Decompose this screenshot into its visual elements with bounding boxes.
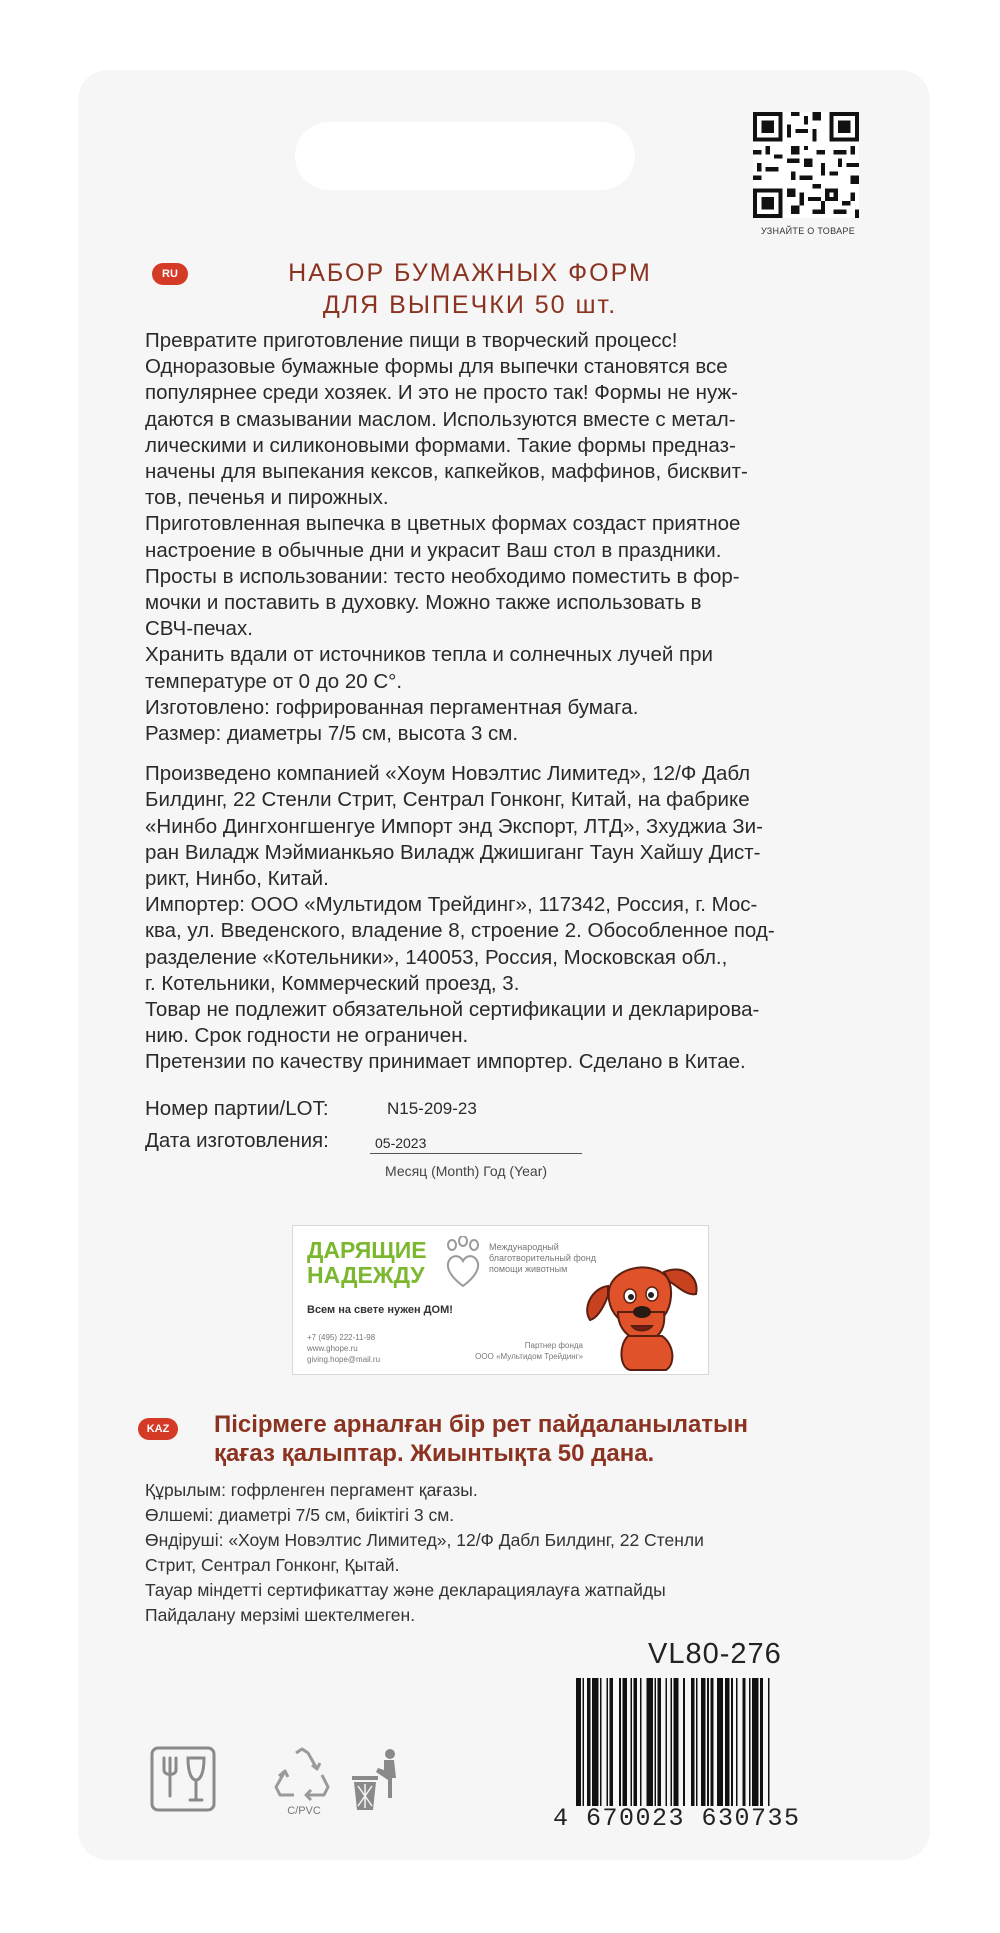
description-line: начены для выпекания кексов, капкейков, маффинов, бисквит- [145, 460, 748, 484]
description-line: даются в смазывании маслом. Используются вместе с метал- [145, 407, 736, 431]
description-line: Превратите приготовление пищи в творческий процесс! [145, 329, 678, 352]
food-safe-icon [150, 1746, 216, 1812]
paw-heart-icon [443, 1236, 483, 1290]
kaz-line: Пайдалану мерзімі шектелмеген. [145, 1605, 416, 1625]
description-line: Приготовленная выпечка в цветных формах создаст приятное [145, 512, 741, 536]
legal-line: г. Котельники, Коммерческий проезд, 3. [145, 971, 520, 995]
legal-line: «Нинбо Дингхонгшенгуе Импорт энд Экспорт, ЛТД», Зхуджиа Зи- [145, 814, 763, 838]
kaz-line: Өндіруші: «Хоум Новэлтис Лимитед», 12/Ф Дабл Билдинг, 22 Стенли [145, 1530, 704, 1550]
legal-line: разделение «Котельники», 140053, Россия, Московская обл., [145, 945, 728, 969]
description-line: Одноразовые бумажные формы для выпечки становятся все [145, 355, 728, 379]
charity-email: giving.hope@mail.ru [307, 1355, 381, 1364]
legal-line: Товар не подлежит обязательной сертификации и декларирова- [145, 998, 760, 1022]
charity-phone: +7 (495) 222-11-98 [307, 1333, 376, 1342]
legal-line: нию. Срок годности не ограничен. [145, 1024, 469, 1048]
legal-line: ква, ул. Введенского, владение 8, строение 2. Обособленное под- [145, 919, 775, 943]
charity-name-line: ДАРЯЩИЕ [307, 1237, 427, 1263]
ru-language-badge: RU [152, 263, 188, 285]
ru-description [145, 328, 905, 1076]
charity-name-line: НАДЕЖДУ [307, 1262, 425, 1288]
qr-caption: УЗНАЙТЕ О ТОВАРЕ [760, 226, 856, 236]
charity-partner-line: Партнер фонда [524, 1341, 583, 1350]
title-line: НАБОР БУМАЖНЫХ ФОРМ [288, 259, 652, 287]
lot-label: Номер партии/LOT: [145, 1097, 329, 1120]
qr-code[interactable] [753, 112, 859, 218]
date-caption: Месяц (Month) Год (Year) [385, 1163, 548, 1179]
legal-line: Билдинг, 22 Стенли Стрит, Сентрал Гонконг, Китай, на фабрике [145, 788, 750, 812]
charity-partner [453, 1340, 583, 1362]
description-line: настроение в обычные дни и украсит Ваш стол в праздники. [145, 538, 722, 562]
description-line: мочки и поставить в духовку. Можно также использовать в [145, 591, 702, 615]
legal-line: Претензии по качеству принимает импортер. Сделано в Китае. [145, 1050, 746, 1074]
legal-line: Импортер: ООО «Мультидом Трейдинг», 117342, Россия, г. Мос- [145, 893, 758, 917]
description-line: Просты в использовании: тесто необходимо поместить в фор- [145, 564, 740, 588]
kaz-description [145, 1478, 845, 1628]
charity-contacts [307, 1332, 380, 1365]
barcode-digits: 4 670023 630735 [553, 1804, 801, 1833]
title-line: ДЛЯ ВЫПЕЧКИ 50 шт. [322, 291, 618, 319]
kaz-title-line: қағаз қалыптар. Жиынтықта 50 дана. [214, 1440, 655, 1467]
product-code: VL80-276 [648, 1638, 782, 1670]
paragraph-gap [145, 747, 905, 761]
product-title [220, 257, 720, 321]
legal-line: рикт, Нинбо, Китай. [145, 867, 329, 891]
legal-line: ран Виладж Мэймианкьяо Виладж Джишиганг Таун Хайшу Дист- [145, 840, 761, 864]
kaz-line: Құрылым: гофрленген пергамент қағазы. [145, 1480, 478, 1500]
description-line: тов, печенья и пирожных. [145, 486, 389, 510]
barcode [572, 1678, 872, 1806]
lot-value: N15-209-23 [387, 1099, 477, 1118]
charity-slogan: Всем на свете нужен ДОМ! [307, 1304, 453, 1316]
recycle-icon [272, 1745, 332, 1803]
description-line: СВЧ-печах. [145, 617, 253, 641]
hang-hole [295, 122, 635, 190]
charity-banner [292, 1225, 709, 1375]
recycle-code: C/PVC [287, 1805, 321, 1817]
description-line: популярнее среди хозяек. И это не просто так! Формы не нуж- [145, 381, 738, 405]
manufacture-date-value: 05-2023 [375, 1135, 427, 1151]
manufacture-date-label: Дата изготовления: [145, 1129, 329, 1152]
kaz-line: Өлшемі: диаметрі 7/5 см, биіктігі 3 см. [145, 1505, 455, 1525]
trash-bin-icon [348, 1748, 402, 1814]
dog-illustration [578, 1246, 706, 1372]
charity-name [307, 1238, 427, 1288]
description-line: лическими и силиконовыми формами. Такие формы предназ- [145, 433, 736, 457]
charity-site: www.ghope.ru [307, 1344, 358, 1353]
description-line: Хранить вдали от источников тепла и солнечных лучей при [145, 643, 714, 667]
kaz-title-line: Пісірмеге арналған бір рет пайдаланылатын [214, 1411, 749, 1438]
date-underline [370, 1153, 582, 1154]
kaz-title [214, 1410, 854, 1468]
kaz-line: Стрит, Сентрал Гонконг, Қытай. [145, 1555, 400, 1575]
legal-line: Произведено компанией «Хоум Новэлтис Лимитед», 12/Ф Дабл [145, 762, 751, 786]
kaz-line: Тауар міндетті сертификаттау және декларациялауға жатпайды [145, 1580, 666, 1600]
kaz-language-badge: KAZ [138, 1418, 178, 1440]
charity-description: Международный благотворительный фонд помощи животным [489, 1242, 597, 1274]
charity-partner-line: ООО «Мультидом Трейдинг» [475, 1352, 583, 1361]
description-line: Размер: диаметры 7/5 см, высота 3 см. [145, 722, 519, 746]
description-line: температуре от 0 до 20 С°. [145, 669, 403, 693]
description-line: Изготовлено: гофрированная пергаментная бумага. [145, 695, 639, 719]
